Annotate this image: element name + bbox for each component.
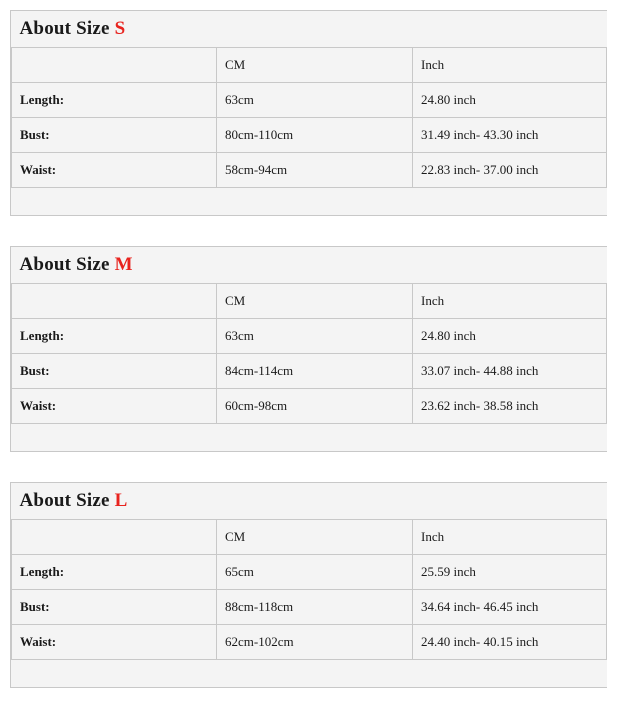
row-cm: 58cm-94cm (217, 152, 413, 187)
row-inch: 24.40 inch- 40.15 inch (413, 624, 607, 659)
header-inch: Inch (413, 519, 607, 554)
row-label: Bust: (12, 117, 217, 152)
header-inch: Inch (413, 283, 607, 318)
row-inch: 34.64 inch- 46.45 inch (413, 589, 607, 624)
size-letter: L (114, 489, 128, 511)
size-letter: M (114, 253, 133, 275)
page-title (20, 490, 128, 511)
row-inch: 25.59 inch (413, 554, 607, 589)
row-label: Length: (12, 554, 217, 589)
row-label: Bust: (12, 589, 217, 624)
size-block-m (10, 246, 607, 452)
row-label: Length: (12, 82, 217, 117)
table-row (12, 152, 607, 187)
table-row (12, 554, 607, 589)
row-label: Waist: (12, 624, 217, 659)
table-spacer-row (12, 423, 607, 451)
table-title-cell (12, 11, 607, 47)
row-cm: 63cm (217, 82, 413, 117)
table-spacer-cell (12, 659, 607, 687)
table-spacer-row (12, 659, 607, 687)
table-row (12, 353, 607, 388)
title-prefix: About Size (19, 17, 115, 39)
table-row (12, 82, 607, 117)
size-block-l (10, 482, 607, 688)
table-title-row (12, 11, 607, 47)
title-prefix: About Size (19, 253, 115, 275)
row-label: Waist: (12, 152, 217, 187)
size-table-s (11, 11, 607, 215)
row-inch: 23.62 inch- 38.58 inch (413, 388, 607, 423)
row-inch: 22.83 inch- 37.00 inch (413, 152, 607, 187)
table-title-row (12, 247, 607, 283)
table-header-row (12, 47, 607, 82)
row-inch: 33.07 inch- 44.88 inch (413, 353, 607, 388)
header-cm: CM (217, 519, 413, 554)
table-row (12, 388, 607, 423)
row-label: Bust: (12, 353, 217, 388)
header-cm: CM (217, 47, 413, 82)
row-label: Length: (12, 318, 217, 353)
row-inch: 24.80 inch (413, 318, 607, 353)
table-spacer-cell (12, 423, 607, 451)
header-blank (12, 283, 217, 318)
table-spacer-cell (12, 187, 607, 215)
page-title (20, 254, 133, 275)
table-title-row (12, 483, 607, 519)
header-blank (12, 47, 217, 82)
header-blank (12, 519, 217, 554)
row-label: Waist: (12, 388, 217, 423)
size-block-s (10, 10, 607, 216)
table-header-row (12, 519, 607, 554)
table-row (12, 624, 607, 659)
row-cm: 80cm-110cm (217, 117, 413, 152)
title-prefix: About Size (19, 489, 115, 511)
row-inch: 24.80 inch (413, 82, 607, 117)
row-cm: 88cm-118cm (217, 589, 413, 624)
row-cm: 63cm (217, 318, 413, 353)
header-cm: CM (217, 283, 413, 318)
header-inch: Inch (413, 47, 607, 82)
row-inch: 31.49 inch- 43.30 inch (413, 117, 607, 152)
table-row (12, 589, 607, 624)
size-table-l (11, 483, 607, 687)
size-table-m (11, 247, 607, 451)
row-cm: 65cm (217, 554, 413, 589)
size-letter: S (114, 17, 126, 39)
row-cm: 84cm-114cm (217, 353, 413, 388)
table-title-cell (12, 483, 607, 519)
row-cm: 60cm-98cm (217, 388, 413, 423)
table-title-cell (12, 247, 607, 283)
page-title (20, 18, 126, 39)
row-cm: 62cm-102cm (217, 624, 413, 659)
table-spacer-row (12, 187, 607, 215)
table-row (12, 117, 607, 152)
table-header-row (12, 283, 607, 318)
table-row (12, 318, 607, 353)
